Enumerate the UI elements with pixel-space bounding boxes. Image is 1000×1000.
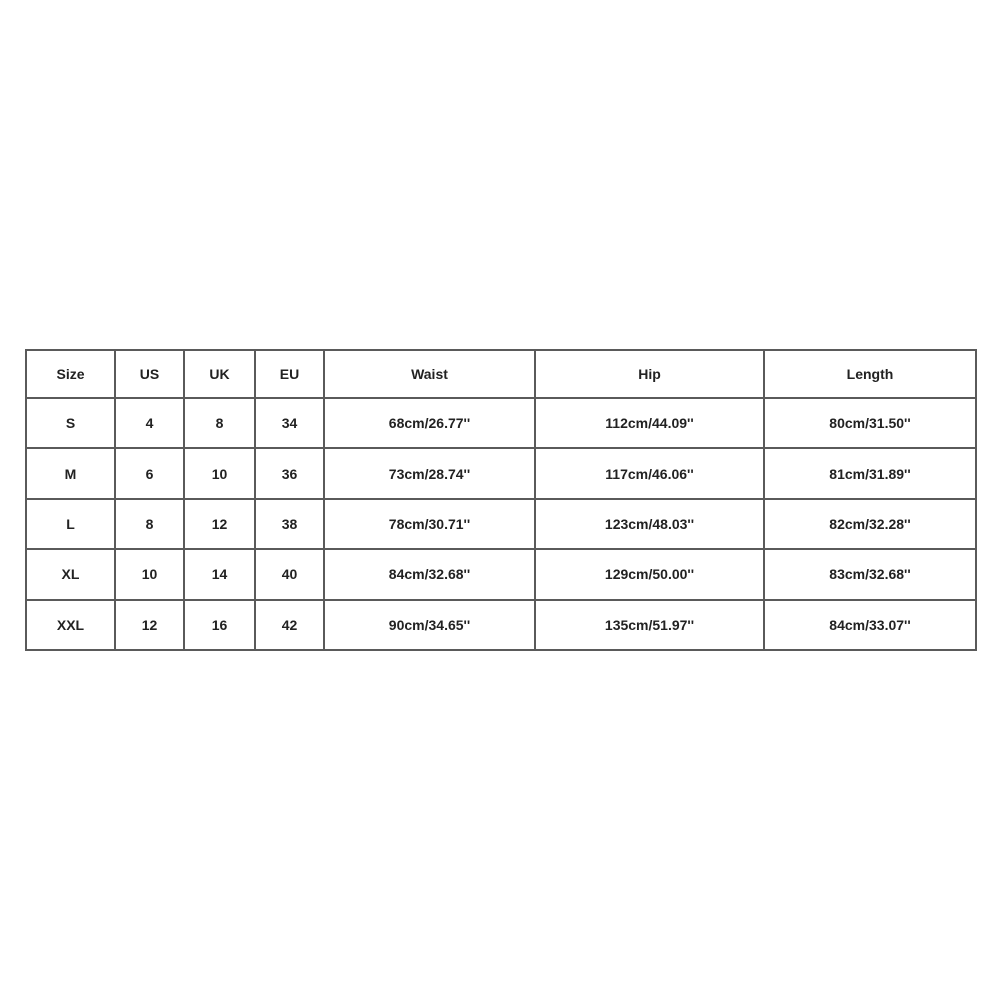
header-waist: Waist: [324, 350, 535, 398]
cell-hip: 123cm/48.03'': [535, 499, 764, 549]
cell-hip: 129cm/50.00'': [535, 549, 764, 599]
cell-eu: 36: [255, 448, 324, 498]
cell-waist: 68cm/26.77'': [324, 398, 535, 448]
cell-uk: 12: [184, 499, 255, 549]
size-chart-table: [25, 349, 977, 651]
cell-length: 83cm/32.68'': [764, 549, 976, 599]
header-uk: UK: [184, 350, 255, 398]
cell-length: 82cm/32.28'': [764, 499, 976, 549]
size-chart-body: [26, 398, 976, 650]
cell-uk: 8: [184, 398, 255, 448]
cell-us: 8: [115, 499, 184, 549]
cell-us: 4: [115, 398, 184, 448]
table-row: [26, 398, 976, 448]
cell-size: M: [26, 448, 115, 498]
cell-length: 80cm/31.50'': [764, 398, 976, 448]
cell-eu: 34: [255, 398, 324, 448]
cell-size: XXL: [26, 600, 115, 650]
table-row: [26, 600, 976, 650]
header-size: Size: [26, 350, 115, 398]
cell-eu: 42: [255, 600, 324, 650]
cell-uk: 16: [184, 600, 255, 650]
cell-waist: 84cm/32.68'': [324, 549, 535, 599]
cell-waist: 78cm/30.71'': [324, 499, 535, 549]
table-row: [26, 549, 976, 599]
cell-us: 12: [115, 600, 184, 650]
header-us: US: [115, 350, 184, 398]
table-row: [26, 499, 976, 549]
cell-us: 6: [115, 448, 184, 498]
header-eu: EU: [255, 350, 324, 398]
cell-uk: 14: [184, 549, 255, 599]
cell-size: L: [26, 499, 115, 549]
cell-us: 10: [115, 549, 184, 599]
cell-hip: 135cm/51.97'': [535, 600, 764, 650]
cell-length: 81cm/31.89'': [764, 448, 976, 498]
cell-uk: 10: [184, 448, 255, 498]
size-chart-header: [26, 350, 976, 398]
table-row: [26, 448, 976, 498]
cell-size: S: [26, 398, 115, 448]
cell-size: XL: [26, 549, 115, 599]
cell-eu: 38: [255, 499, 324, 549]
header-row: [26, 350, 976, 398]
cell-waist: 73cm/28.74'': [324, 448, 535, 498]
header-hip: Hip: [535, 350, 764, 398]
cell-length: 84cm/33.07'': [764, 600, 976, 650]
cell-hip: 117cm/46.06'': [535, 448, 764, 498]
header-length: Length: [764, 350, 976, 398]
cell-hip: 112cm/44.09'': [535, 398, 764, 448]
cell-eu: 40: [255, 549, 324, 599]
cell-waist: 90cm/34.65'': [324, 600, 535, 650]
